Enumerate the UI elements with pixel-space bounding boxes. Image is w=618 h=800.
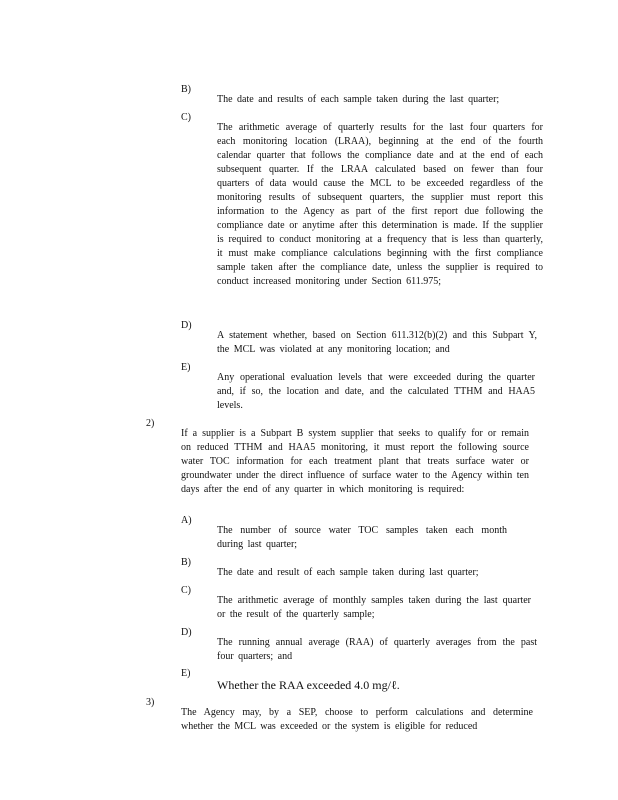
item-label: B): [181, 557, 191, 568]
item-label: D): [181, 320, 192, 331]
item-text: A statement whether, based on Section 611.312(b)(2) and this Subpart Y, the MCL was violated at any monitoring location; and: [217, 330, 537, 355]
item-text: Whether the RAA exceeded 4.0 mg/ℓ.: [217, 678, 400, 692]
item-text: The arithmetic average of quarterly results for the last four quarters for each monitoring location (LRAA), beginning at the end of the fourth calendar quarter that follows the compliance date and at the end of each subsequent quarter. If the LRAA calculated based on fewer than four quarters of data would cause the MCL to be exceeded regardless of the monitoring results of subsequent quarters, the supplier must report this information to the Agency as part of the first report due following the compliance date or anytime after this determination is made. If the supplier is required to conduct monitoring at a frequency that is less than quarterly, it must make compliance calculations beginning with the first compliance sample taken after the compliance date, unless the supplier is required to conduct increased monitoring under Section 611.975;: [217, 122, 543, 287]
item-label: 3): [146, 697, 155, 708]
item-label: B): [181, 84, 191, 95]
item-text: The arithmetic average of monthly samples taken during the last quarter or the result of the quarterly sample;: [217, 595, 531, 620]
item-label: C): [181, 112, 191, 123]
item-text: The running annual average (RAA) of quarterly averages from the past four quarters; and: [217, 637, 537, 662]
item-text: The date and result of each sample taken during last quarter;: [217, 567, 479, 578]
item-label: E): [181, 362, 191, 373]
item-label: A): [181, 515, 192, 526]
item-text: The Agency may, by a SEP, choose to perform calculations and determine whether the MCL was exceeded or the system is eligible for reduced: [181, 707, 533, 732]
item-label: C): [181, 585, 191, 596]
item-text: Any operational evaluation levels that were exceeded during the quarter and, if so, the location and date, and the calculated TTHM and HAA5 levels.: [217, 372, 535, 411]
item-text: The number of source water TOC samples taken each month during last quarter;: [217, 525, 507, 550]
item-label: D): [181, 627, 192, 638]
item-text: If a supplier is a Subpart B system supplier that seeks to qualify for or remain on reduced TTHM and HAA5 monitoring, it must report the following source water TOC information for each treatment plant that treats surface water or groundwater under the direct influence of surface water to the Agency within ten days after the end of any quarter in which monitoring is required:: [181, 428, 529, 495]
item-text: The date and results of each sample taken during the last quarter;: [217, 94, 500, 105]
item-label: 2): [146, 418, 155, 429]
item-label: E): [181, 668, 191, 679]
